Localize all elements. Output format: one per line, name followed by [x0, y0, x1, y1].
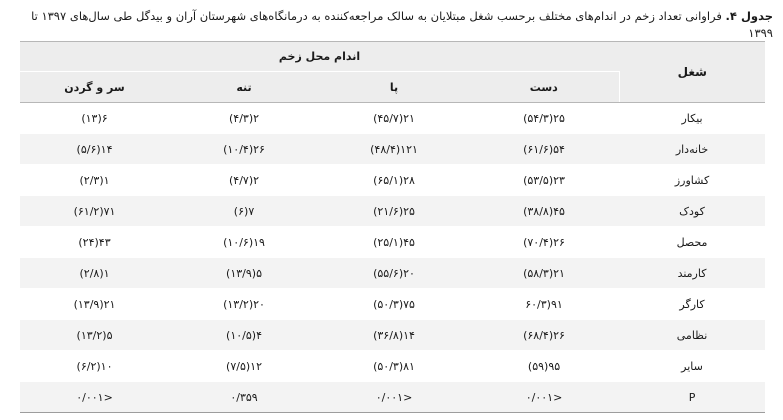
value-cell: ۱۴(۳۶/۸) [319, 320, 469, 351]
value-cell: ۲۶(۶۸/۴) [469, 320, 619, 351]
value-cell: ۷۱(۶۱/۲) [20, 196, 169, 227]
value-cell: ۲۳(۵۳/۵) [469, 165, 619, 196]
column-header-head-neck: سر و گردن [20, 72, 169, 103]
occupation-cell: محصل [619, 227, 765, 258]
value-cell: ۵(۱۳/۲) [20, 320, 169, 351]
value-cell: ۲۱(۴۵/۷) [319, 103, 469, 134]
value-cell: ۴(۱۰/۵) [169, 320, 319, 351]
caption-text: فراوانی تعداد زخم در اندام‌های مختلف برحسب شغل مبتلایان به سالک مراجعه‌کننده به درمانگاه‌های شهرستان آران و بیدگل طی سال‌های ۱۳۹۷ تا ۱۳۹۹ [31, 9, 773, 40]
column-header-leg: پا [319, 72, 469, 103]
occupation-cell: خانه‌دار [619, 134, 765, 165]
value-cell: ۲۱(۵۸/۳) [469, 258, 619, 289]
value-cell: ۲۰(۵۵/۶) [319, 258, 469, 289]
table-row-p-value [20, 382, 765, 413]
table-row [20, 258, 765, 289]
table-caption [10, 8, 773, 42]
table-row [20, 165, 765, 196]
value-cell: ۲۵(۵۴/۳) [469, 103, 619, 134]
value-cell: ۸۱(۵۰/۳) [319, 351, 469, 382]
p-value-label: P [619, 382, 765, 413]
column-header-hand: دست [469, 72, 619, 103]
table-row [20, 134, 765, 165]
value-cell: ۲۶(۷۰/۴) [469, 227, 619, 258]
value-cell: ۴۳(۲۴) [20, 227, 169, 258]
caption-label: جدول ۴. [725, 9, 773, 23]
value-cell: ۲(۴/۷) [169, 165, 319, 196]
value-cell: ۲۵(۲۱/۶) [319, 196, 469, 227]
value-cell: ۱(۲/۳) [20, 165, 169, 196]
table-row [20, 103, 765, 134]
value-cell: ۴۵(۳۸/۸) [469, 196, 619, 227]
occupation-cell: کشاورز [619, 165, 765, 196]
p-value-cell: <۰/۰۰۱ [20, 382, 169, 413]
value-cell: ۶(۱۳) [20, 103, 169, 134]
limb-group-header: اندام محل زخم [20, 42, 619, 72]
value-cell: ۷(۶) [169, 196, 319, 227]
value-cell: ۹۱(۶۰/۳ [469, 289, 619, 320]
occupation-cell: کارمند [619, 258, 765, 289]
occupation-cell: بیکار [619, 103, 765, 134]
occupation-cell: کارگر [619, 289, 765, 320]
p-value-cell: ۰/۳۵۹ [169, 382, 319, 413]
value-cell: ۱۲۱(۴۸/۴) [319, 134, 469, 165]
value-cell: ۷۵(۵۰/۳) [319, 289, 469, 320]
table-row [20, 289, 765, 320]
value-cell: ۲۶(۱۰/۴) [169, 134, 319, 165]
column-header-trunk: تنه [169, 72, 319, 103]
value-cell: ۵(۱۳/۹) [169, 258, 319, 289]
p-value-cell: <۰/۰۰۱ [319, 382, 469, 413]
value-cell: ۱(۲/۸) [20, 258, 169, 289]
occupation-header: شغل [619, 42, 765, 103]
table-row [20, 196, 765, 227]
value-cell: ۲۱(۱۳/۹) [20, 289, 169, 320]
value-cell: ۴۵(۲۵/۱) [319, 227, 469, 258]
occupation-cell: نظامی [619, 320, 765, 351]
value-cell: ۲۰(۱۳/۲) [169, 289, 319, 320]
table-row [20, 320, 765, 351]
value-cell: ۱۲(۷/۵) [169, 351, 319, 382]
p-value-cell: <۰/۰۰۱ [469, 382, 619, 413]
table-row [20, 351, 765, 382]
value-cell: ۱۰(۶/۲) [20, 351, 169, 382]
value-cell: ۹۵(۵۹) [469, 351, 619, 382]
table-body [20, 103, 765, 413]
occupation-cell: کودک [619, 196, 765, 227]
value-cell: ۲(۴/۳) [169, 103, 319, 134]
data-table [20, 41, 765, 413]
occupation-cell: سایر [619, 351, 765, 382]
table-row [20, 227, 765, 258]
value-cell: ۱۹(۱۰/۶) [169, 227, 319, 258]
value-cell: ۵۴(۶۱/۶) [469, 134, 619, 165]
value-cell: ۱۴(۵/۶) [20, 134, 169, 165]
value-cell: ۲۸(۶۵/۱) [319, 165, 469, 196]
